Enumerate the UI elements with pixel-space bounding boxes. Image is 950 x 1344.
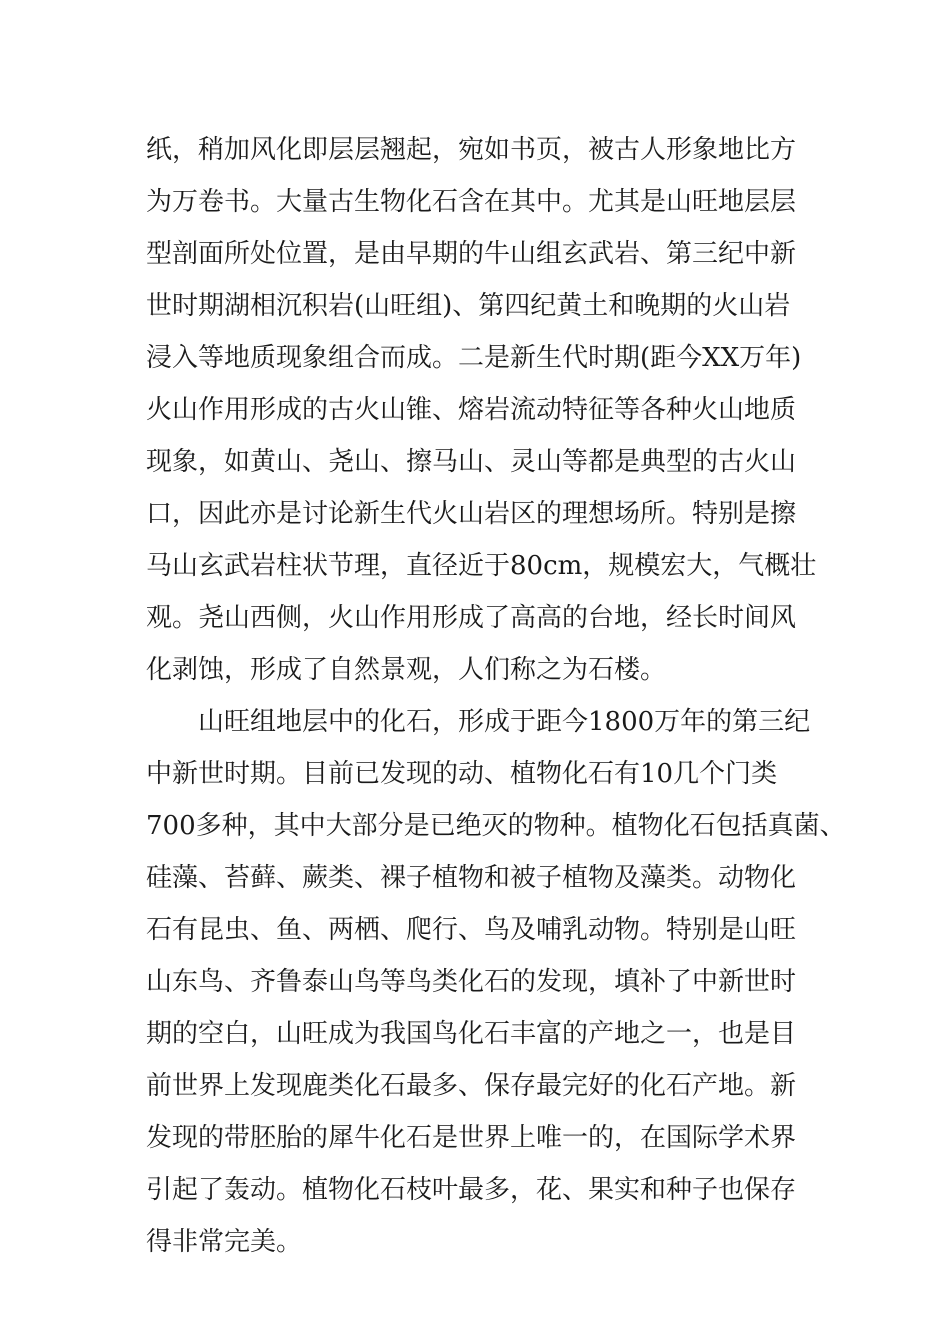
text-line: 浸入等地质现象组合而成。二是新生代时期(距今XX万年): [146, 343, 802, 373]
text-line: 得非常完美。: [146, 1227, 303, 1257]
text-line: 700多种，其中大部分是已绝灭的物种。植物化石包括真菌、: [146, 811, 846, 841]
document-body: [146, 124, 846, 1268]
text-line: 火山作用形成的古火山锥、熔岩流动特征等各种火山地质: [146, 395, 797, 425]
text-line: 期的空白，山旺成为我国鸟化石丰富的产地之一，也是目: [146, 1019, 797, 1049]
text-line: 观。尧山西侧，火山作用形成了高高的台地，经长时间风: [146, 603, 797, 633]
text-line: 石有昆虫、鱼、两栖、爬行、鸟及哺乳动物。特别是山旺: [146, 915, 797, 945]
text-line: 前世界上发现鹿类化石最多、保存最完好的化石产地。新: [146, 1071, 797, 1101]
text-line: 中新世时期。目前已发现的动、植物化石有10几个门类: [146, 759, 778, 789]
text-line: 型剖面所处位置，是由早期的牛山组玄武岩、第三纪中新: [146, 239, 797, 269]
text-line: 发现的带胚胎的犀牛化石是世界上唯一的，在国际学术界: [146, 1123, 797, 1153]
text-line: 山旺组地层中的化石，形成于距今1800万年的第三纪: [198, 707, 811, 737]
paragraph-1: [146, 124, 836, 696]
text-line: 山东鸟、齐鲁泰山鸟等鸟类化石的发现，填补了中新世时: [146, 967, 797, 997]
text-line: 世时期湖相沉积岩(山旺组)、第四纪黄土和晚期的火山岩: [146, 291, 791, 321]
text-line: 马山玄武岩柱状节理，直径近于80cm，规模宏大，气概壮: [146, 551, 817, 581]
text-line: 为万卷书。大量古生物化石含在其中。尤其是山旺地层层: [146, 187, 797, 217]
text-line: 纸，稍加风化即层层翘起，宛如书页，被古人形象地比方: [146, 135, 797, 165]
text-line: 现象，如黄山、尧山、擦马山、灵山等都是典型的古火山: [146, 447, 797, 477]
text-line: 引起了轰动。植物化石枝叶最多，花、果实和种子也保存: [146, 1175, 797, 1205]
text-line: 硅藻、苔藓、蕨类、裸子植物和被子植物及藻类。动物化: [146, 863, 797, 893]
paragraph-2: [146, 696, 846, 1268]
text-line: 口，因此亦是讨论新生代火山岩区的理想场所。特别是擦: [146, 499, 797, 529]
text-line: 化剥蚀，形成了自然景观，人们称之为石楼。: [146, 655, 667, 685]
